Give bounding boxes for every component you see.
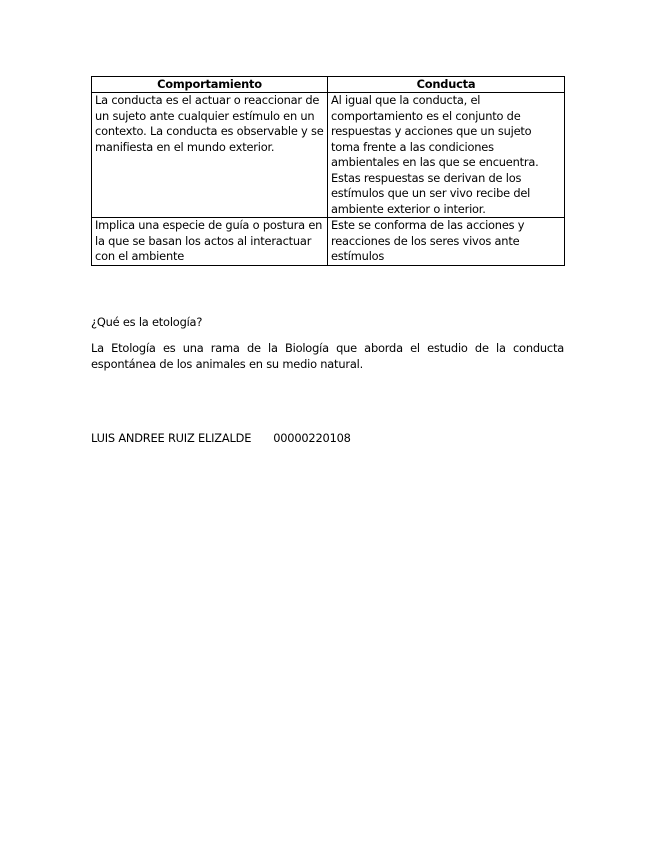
table-header-row — [92, 77, 565, 93]
table-row — [92, 218, 565, 266]
header-comportamiento: Comportamiento — [92, 77, 328, 93]
cell-conducta-detail: Este se conforma de las acciones y reacciones de los seres vivos ante estímulos — [328, 218, 565, 266]
cell-comportamiento-detail: Implica una especie de guía o postura en la que se basan los actos al interactuar con el ambiente — [92, 218, 328, 266]
comparison-table — [91, 76, 565, 266]
header-conducta: Conducta — [328, 77, 565, 93]
author-signature — [91, 431, 351, 446]
cell-comportamiento-definition: La conducta es el actuar o reaccionar de un sujeto ante cualquier estímulo en un contexto. La conducta es observable y se manifiesta en el mundo exterior. — [92, 93, 328, 218]
answer-paragraph: La Etología es una rama de la Biología que aborda el estudio de la conducta espontánea de los animales en su medio natural. — [91, 341, 564, 371]
author-code: 00000220108 — [273, 431, 351, 445]
question-heading: ¿Qué es la etología? — [91, 315, 203, 329]
author-name: LUIS ANDREE RUIZ ELIZALDE — [91, 431, 252, 445]
table-row — [92, 93, 565, 218]
cell-conducta-definition: Al igual que la conducta, el comportamiento es el conjunto de respuestas y acciones que un sujeto toma frente a las condiciones ambientales en las que se encuentra. Estas respuestas se derivan de los estímulos que un ser vivo recibe del ambiente exterior o interior. — [328, 93, 565, 218]
